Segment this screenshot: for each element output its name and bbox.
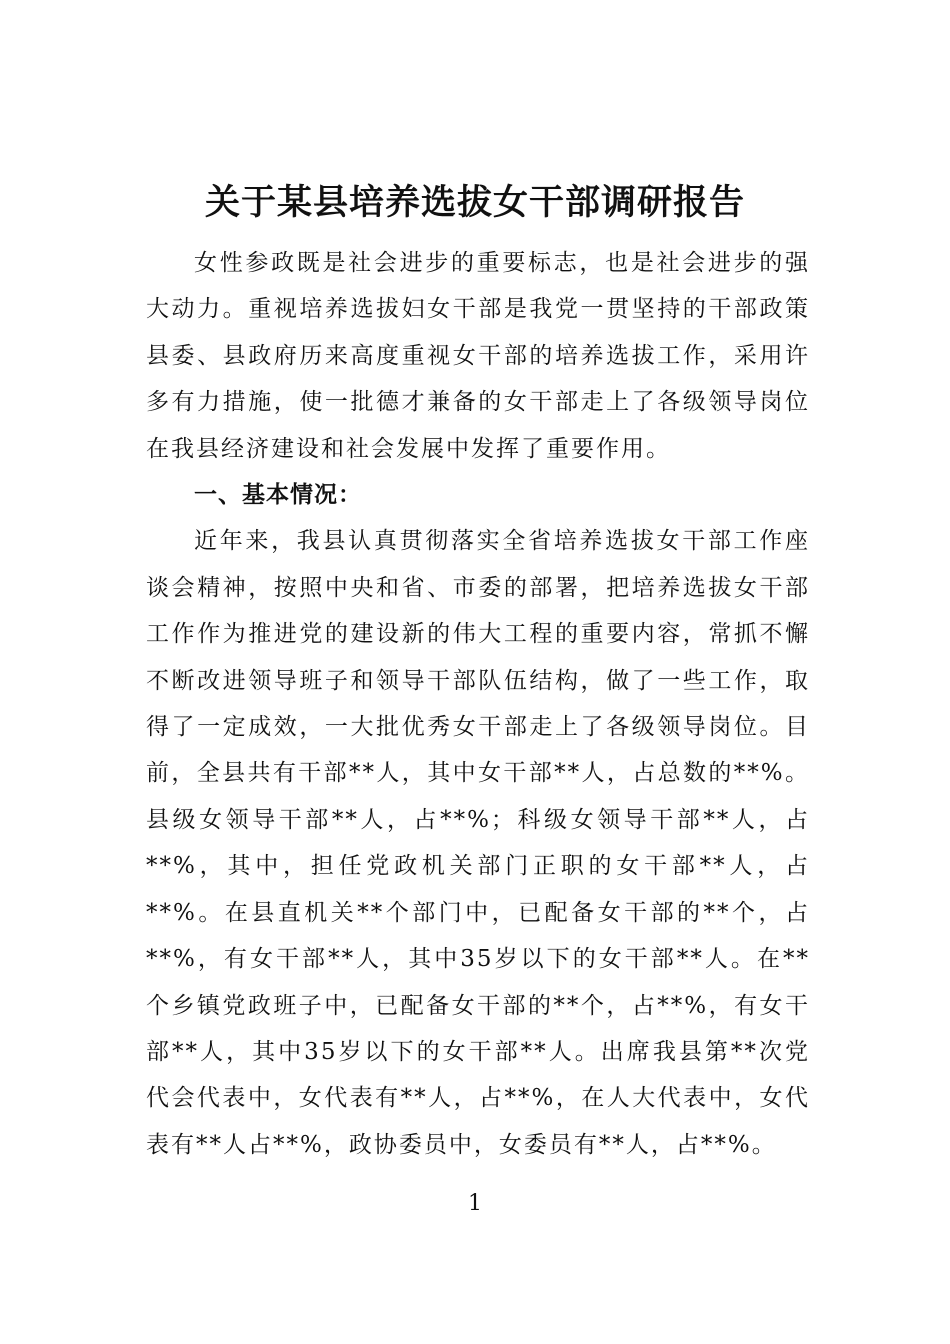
intro-paragraph: 女性参政既是社会进步的重要标志，也是社会进步的强大动力。重视培养选拔妇女干部是我党一贯坚持的干部政策县委、县政府历来高度重视女干部的培养选拔工作，采用许多有力措施，使一批德才兼备的女干部走上了各级领导岗位在我县经济建设和社会发展中发挥了重要作用。	[146, 250, 810, 462]
basic-situation-paragraph: 近年来，我县认真贯彻落实全省培养选拔女干部工作座谈会精神，按照中央和省、市委的部署，把培养选拔女干部工作作为推进党的建设新的伟大工程的重要内容，常抓不懈不断改进领导班子和领导干部队伍结构，做了一些工作，取得了一定成效，一大批优秀女干部走上了各级领导岗位。目前，全县共有干部**人，其中女干部**人，占总数的**%。县级女领导干部**人，占**%；科级女领导干部**人，占**%，其中，担任党政机关部门正职的女干部**人，占**%。在县直机关**个部门中，已配备女干部的**个，占**%，有女干部**人，其中35岁以下的女干部**人。在**个乡镇党政班子中，已配备女干部的**个，占**%，有女干部**人，其中35岁以下的女干部**人。出席我县第**次党代会代表中，女代表有**人，占**%，在人大代表中，女代表有**人占**%，政协委员中，女委员有**人，占**%。	[146, 528, 810, 1158]
document-body	[146, 240, 810, 1168]
page-number: 1	[468, 1191, 482, 1216]
document-title: 关于某县培养选拔女干部调研报告	[204, 182, 745, 223]
section-heading-basic-situation: 一、基本情况：	[194, 482, 362, 509]
